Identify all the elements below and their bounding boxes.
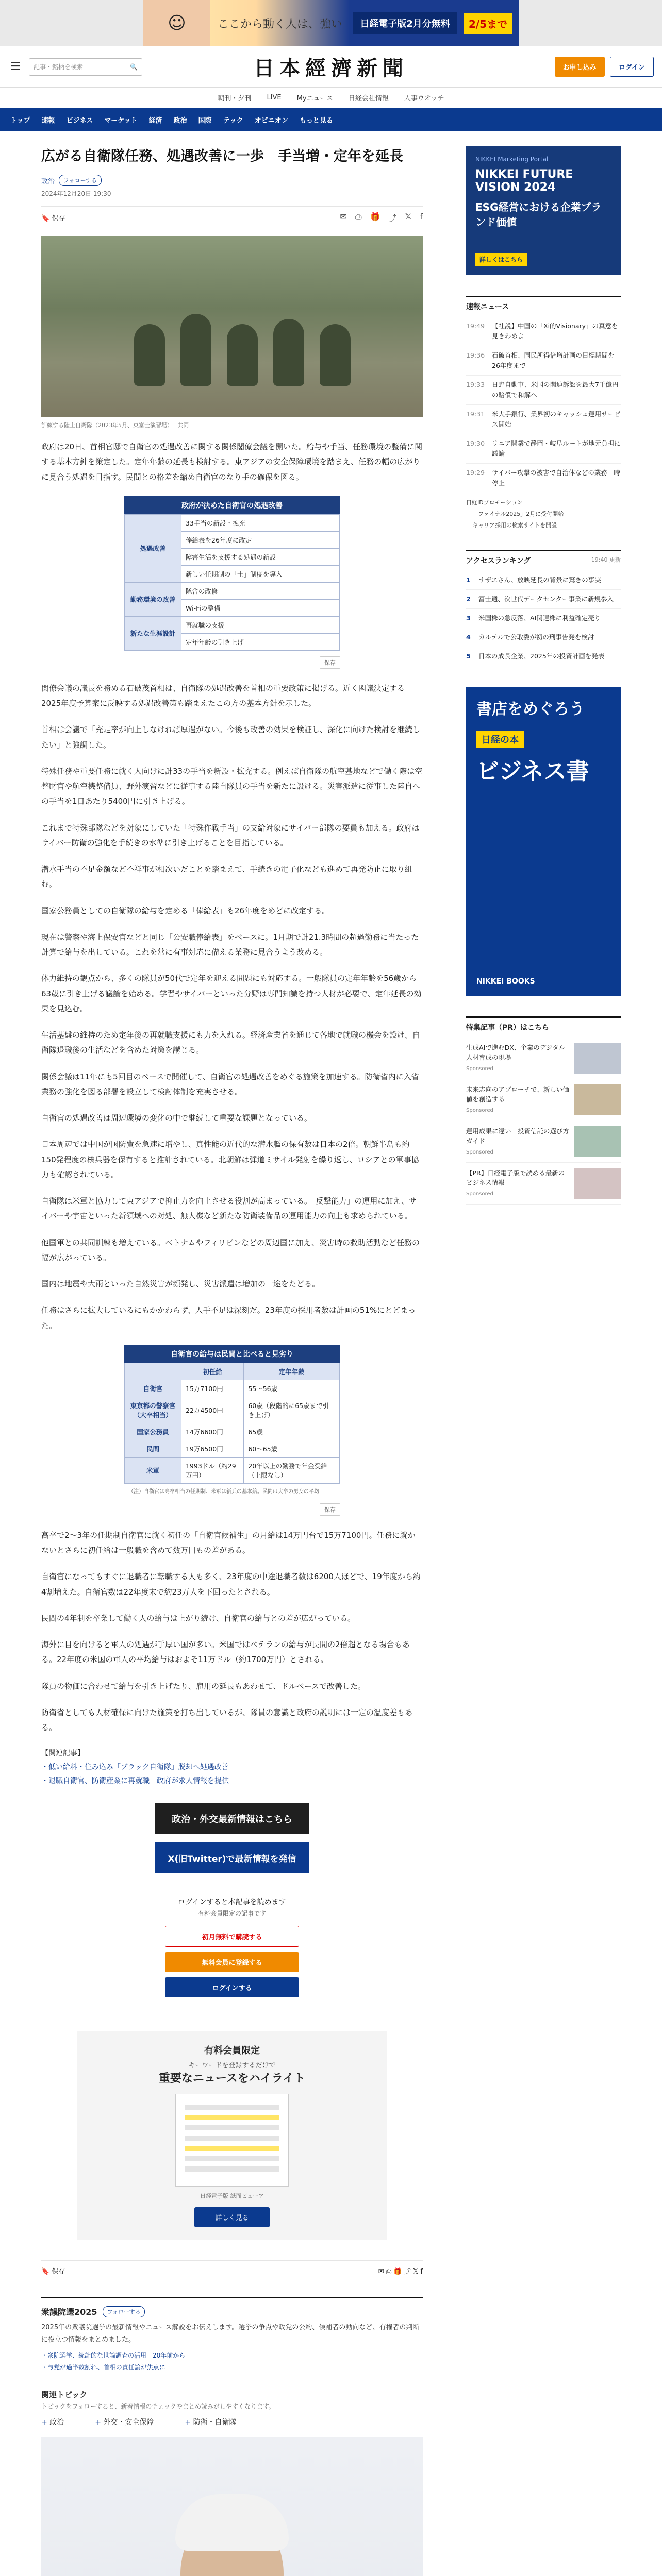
article-tools bbox=[41, 206, 423, 229]
sub-nav bbox=[0, 88, 662, 108]
ranking-list bbox=[466, 571, 621, 666]
table-row-label: 東京都の警察官（大卒相当） bbox=[125, 1397, 181, 1423]
pr-list bbox=[466, 1038, 621, 1205]
table-row-label: 民間 bbox=[125, 1440, 181, 1457]
promo-brand: 日経電子版2月分無料 bbox=[353, 12, 457, 34]
table-cell: 60〜65歳 bbox=[244, 1440, 340, 1457]
paragraph: 他国軍との共同訓練も増えている。ベトナムやフィリピンなどの周辺国に加え、災害時の救助活動など任務の幅が広がっている。 bbox=[41, 1238, 420, 1262]
table-cell: 新しい任期制の「士」制度を導入 bbox=[181, 565, 340, 582]
trial-button[interactable]: 初月無料で購読する bbox=[165, 1926, 299, 1947]
register-box bbox=[119, 1884, 345, 2015]
table-group: 勤務環境の改善 bbox=[125, 582, 181, 616]
news-item[interactable]: 19:49 【社説】中国の「Xi的Visionary」の真意を見きわめよ bbox=[466, 317, 621, 346]
pr-heading: 日経IDプロモーション bbox=[466, 499, 523, 506]
table-save-button[interactable]: 保存 bbox=[320, 1503, 340, 1516]
news-item[interactable]: 19:29 サイバー攻撃の被害で自治体などの業務一時停止 bbox=[466, 464, 621, 493]
table-title: 自衛官の給与は民間と比べると見劣り bbox=[124, 1345, 340, 1363]
pr-link[interactable]: キャリア採用の検索サイトを開設 bbox=[472, 522, 557, 529]
news-list bbox=[466, 317, 621, 493]
share-icons[interactable]: ✉ ⎙ 🎁 ⤴ 𝕏 f bbox=[378, 2268, 423, 2276]
ad-brand: NIKKEI Marketing Portal bbox=[475, 156, 549, 163]
bottom-tools bbox=[41, 2260, 423, 2281]
author-link[interactable]: 政治 bbox=[41, 177, 55, 185]
pr-link[interactable]: 「ファイナル2025」2月に受付開始 bbox=[472, 511, 564, 517]
related-link[interactable]: ・退職自衛官、防衛産業に再就職 政府が求人情報を提供 bbox=[41, 1776, 229, 1785]
subnav-item[interactable]: Myニュース bbox=[296, 95, 333, 103]
paragraph: 首相は会議で「充足率が向上しなければ厚遇がない。今後も改善の効果を検証し、深化に向けた検討を継続したい」と強調した。 bbox=[41, 725, 421, 750]
pr-thumb bbox=[574, 1084, 621, 1115]
register-lead: ログインすると本記事を読めます bbox=[178, 1898, 286, 1907]
promo-bar bbox=[0, 0, 662, 46]
sidebar bbox=[466, 146, 621, 2576]
viewer-mockup bbox=[175, 2094, 289, 2187]
facebook-icon[interactable]: f bbox=[420, 212, 423, 222]
table-cell: 定年年齢の引き上げ bbox=[181, 633, 340, 650]
follow-button[interactable]: フォローする bbox=[59, 175, 102, 186]
table-cell: 19万6500円 bbox=[181, 1440, 244, 1457]
nav-item-news[interactable]: 速報 bbox=[41, 116, 55, 125]
highlight-sub: キーワードを登録するだけで bbox=[188, 2062, 276, 2070]
login-button-2[interactable]: ログインする bbox=[165, 1977, 299, 1997]
subnav-item[interactable]: 人事ウオッチ bbox=[404, 95, 444, 103]
promo-deadline: 2/5まで bbox=[464, 13, 512, 34]
pr-section-title: 特集記事（PR）はこちら bbox=[466, 1016, 621, 1032]
news-section-title: 速報ニュース bbox=[466, 296, 621, 312]
topic-title[interactable]: 衆議院選2025 bbox=[41, 2307, 97, 2317]
pr-thumb bbox=[574, 1168, 621, 1199]
table-cell: 65歳 bbox=[244, 1423, 340, 1440]
paragraph: 民間の4年制を卒業して働く人の給与は上がり続け、自衛官の給与との差が広がっている。 bbox=[41, 1613, 355, 1623]
nav-item-business[interactable]: ビジネス bbox=[66, 116, 93, 125]
paragraph: 体力維持の観点から、多くの隊員が50代で定年を迎える問題にも対応する。一般隊員の定年年齢を56歳から63歳に引き上げる議論を始める。学習やサイバーといった分野は専門知識を持つ人材が必要で、定年延長の効果を見込む。 bbox=[41, 974, 422, 1013]
article-title: 広がる自衛隊任務、処遇改善に一歩 手当増・定年を延長 bbox=[41, 148, 403, 164]
table-cell: 14万6600円 bbox=[181, 1423, 244, 1440]
table-cell: 20年以上の勤務で年金受給（上限なし） bbox=[244, 1457, 340, 1483]
paragraph: 隊員の物価に合わせて給与を引き上げたり、雇用の延長もあわせて、ドルベースで改善した。 bbox=[41, 1681, 366, 1691]
paragraph: 関僚会議の議長を務める石破茂首相は、自衛隊の処遇改善を首相の重要政策に掲げる。近く閣議決定する2025年度予算案に反映する処遇改善策も踏まえたこの方の基本方針を示した。 bbox=[41, 683, 405, 708]
topic-link[interactable]: ・衆院選挙、統計的な世論調査の活用 20年前から bbox=[41, 2351, 186, 2359]
ad-cta: 詳しくはこちら bbox=[475, 253, 527, 266]
topic-follow-button[interactable]: フォローする bbox=[103, 2306, 145, 2317]
free-register-button[interactable]: 無料会員に登録する bbox=[165, 1952, 299, 1972]
pr-item[interactable]: 未来志向のアプローチで、新しい価値を創造する Sponsored bbox=[466, 1079, 621, 1121]
pr-thumb bbox=[574, 1126, 621, 1157]
news-item[interactable]: 19:31 米大手銀行、業界初のキャッシュ運用サービス開始 bbox=[466, 405, 621, 434]
register-sublead: 有料会員限定の記事です bbox=[197, 1910, 266, 1918]
pr-item[interactable]: 生成AIで進むDX、企業のデジタル人材育成の現場 Sponsored bbox=[466, 1038, 621, 1079]
table-header: 定年年齢 bbox=[244, 1363, 340, 1380]
learn-more-button[interactable]: 詳しく見る bbox=[194, 2207, 269, 2227]
salary-table bbox=[124, 1345, 340, 1498]
save-button[interactable]: 🔖 保存 bbox=[41, 215, 65, 223]
policy-table bbox=[124, 496, 340, 651]
related-link[interactable]: ・低い給料・住み込み「ブラック自衛隊」脱却へ処遇改善 bbox=[41, 1762, 229, 1771]
related-articles bbox=[41, 1747, 423, 1788]
politics-banner[interactable]: 政治・外交最新情報はこちら bbox=[155, 1803, 309, 1834]
topic-chip[interactable]: + 防衛・自衛隊 bbox=[185, 2417, 236, 2427]
paragraph: 自衛官の処遇改善は周辺環境の変化の中で継続して重要な課題となっている。 bbox=[41, 1113, 312, 1123]
main-nav bbox=[0, 108, 662, 131]
paragraph: 特殊任務や重要任務に就く人向けに計33の手当を新設・拡充する。例えば自衛隊の航空基地などで働く際は空整財官や航空機整備員、野外演習などに従事する陸自隊員の手当を新たに設ける。災害派遣に従事した陸自への手当を1日あたり5400円に引き上げる。 bbox=[41, 766, 423, 806]
article-main bbox=[41, 146, 423, 2576]
topic-chip[interactable]: + 外交・安全保障 bbox=[95, 2417, 154, 2427]
x-icon[interactable]: 𝕏 bbox=[405, 212, 412, 222]
share-icon[interactable]: ⤴ bbox=[388, 213, 397, 224]
paragraph: 国内は地震や大雨といった自然災害が頻発し、災害派遣は増加の一途をたどる。 bbox=[41, 1279, 320, 1289]
topic-box bbox=[41, 2297, 423, 2373]
paragraph: これまで特殊部隊などを対象にしていた「特殊作戦手当」の支給対象にサイバー部隊の要員も加える。政府はサイバー防衛の強化を手続きの水準に引き上げることを目指している。 bbox=[41, 823, 420, 848]
nav-item-market[interactable]: マーケット bbox=[104, 116, 138, 125]
paragraph: 自衛官になってもすぐに退職者に転職する人も多く、23年度の中途退職者数は6200人ほどで、19年度から約4割増えた。自衛官数は22年度末で約23万人を下回ったとされる。 bbox=[41, 1572, 421, 1597]
table-cell: 60歳（段階的に65歳まで引き上げ） bbox=[244, 1397, 340, 1423]
table-cell: 55〜56歳 bbox=[244, 1380, 340, 1397]
paragraph: 自衛隊は米軍と協力して東アジアで抑止力を向上させる役割が高まっている。「反撃能力」の運用に加え、サイバーや宇宙といった新領域への対処、無人機など新たな防衛装備品の運用能力の向上も求められている。 bbox=[41, 1196, 417, 1221]
menu-icon[interactable]: ☰ bbox=[10, 60, 21, 73]
table-cell: 1993ドル（約29万円） bbox=[181, 1457, 244, 1483]
sidebar-ad-1[interactable] bbox=[466, 146, 621, 275]
ranking-title: アクセスランキング 19:40 更新 bbox=[466, 550, 621, 566]
pr-thumb bbox=[574, 1043, 621, 1074]
related-heading: 【関連記事】 bbox=[41, 1749, 85, 1758]
viewer-caption: 日経電子版 紙面ビューア bbox=[200, 2193, 264, 2200]
table-cell: 15万7100円 bbox=[181, 1380, 244, 1397]
topic-chip[interactable]: + 政治 bbox=[41, 2417, 64, 2427]
table-header bbox=[125, 1363, 181, 1380]
ad-headline: NIKKEI FUTURE VISION 2024 bbox=[475, 168, 573, 194]
news-item[interactable]: 19:30 リニア開業で静岡・岐阜ルートが地元負担に議論 bbox=[466, 434, 621, 464]
publish-date: 2024年12月20日 19:30 bbox=[41, 190, 111, 198]
topic-desc: 2025年の衆議院選挙の最新情報やニュース解説をお伝えします。選挙の争点や政党の公約、候補者の動向など、有権者の判断に役立つ情報をまとめました。 bbox=[41, 2324, 420, 2344]
related-topics-desc: トピックをフォローすると、新着情報のチェックやまとめ読みがしやすくなります。 bbox=[41, 2402, 275, 2410]
site-logo[interactable]: 日本經濟新聞 bbox=[254, 56, 408, 80]
table-cell: 22万4500円 bbox=[181, 1397, 244, 1423]
nav-item-more[interactable]: もっと見る bbox=[299, 116, 333, 125]
ranking-item[interactable]: 3 米国株の急反落、AI関連株に利益確定売り bbox=[466, 609, 621, 628]
gift-icon[interactable]: 🎁 bbox=[370, 212, 380, 222]
subscribe-button[interactable]: お申し込み bbox=[555, 57, 605, 77]
table-cell: 隊舎の改修 bbox=[181, 582, 340, 599]
table-header: 初任給 bbox=[181, 1363, 244, 1380]
subnav-item[interactable]: 朝刊・夕刊 bbox=[218, 95, 252, 103]
table-cell: 33手当の新設・拡充 bbox=[181, 514, 340, 531]
ranking-item[interactable]: 1 サザエさん、放映延長の背景に驚きの事実 bbox=[466, 571, 621, 590]
portrait-photo bbox=[41, 2437, 423, 2576]
paragraph: 潜水手当の不足金額など不祥事が相次いだことを踏まえて、手続きの電子化なども進めて再発防止に取り組む。 bbox=[41, 865, 412, 889]
nav-item-economy[interactable]: 経済 bbox=[148, 116, 162, 125]
news-item[interactable]: 19:36 石破首相、国民所得倍増計画の目標期間を26年度まで bbox=[466, 346, 621, 376]
paragraph: 生活基盤の維持のため定年後の再就職支援にも力を入れる。経済産業省を通じて各地で就職の機会を設け、自衛隊退職後の生活などを含めた対策を講じる。 bbox=[41, 1030, 420, 1055]
pr-item[interactable]: 運用成果に違い 投資信託の選び方ガイド Sponsored bbox=[466, 1121, 621, 1163]
subnav-item[interactable]: LIVE bbox=[267, 94, 282, 101]
mail-icon[interactable]: ✉ bbox=[340, 212, 347, 222]
print-icon[interactable]: ⎙ bbox=[355, 212, 362, 222]
highlight-promo bbox=[77, 2031, 387, 2240]
ad2-headline: 書店をめぐろう bbox=[476, 700, 585, 718]
subnav-item[interactable]: 日経会社情報 bbox=[348, 95, 389, 103]
search-icon[interactable]: 🔍 bbox=[130, 63, 138, 71]
nav-item-top[interactable]: トップ bbox=[10, 116, 30, 125]
nav-item-tech[interactable]: テック bbox=[223, 116, 243, 125]
article-photo bbox=[41, 236, 423, 417]
table-save-button[interactable]: 保存 bbox=[320, 656, 340, 669]
save-button-bottom[interactable]: 🔖 保存 bbox=[41, 2268, 65, 2276]
paragraph: 国家公務員としての自衛隊の給与を定める「俸給表」も26年度をめどに改定する。 bbox=[41, 906, 330, 916]
ranking-item[interactable]: 2 富士通、次世代データセンター事業に新規参入 bbox=[466, 590, 621, 609]
table-group: 処遇改善 bbox=[125, 514, 181, 582]
paragraph: 海外に目を向けると軍人の処遇が手厚い国が多い。米国ではベテランの給与が民間の2倍超となる場合もある。22年度の米国の軍人の平均給与はおよそ11万ドル（約1700万円）とされる。 bbox=[41, 1640, 410, 1665]
ad2-brand: NIKKEI BOOKS bbox=[476, 977, 535, 986]
promo-copy: ここから動く人は、強い bbox=[218, 18, 343, 31]
nav-item-politics[interactable]: 政治 bbox=[173, 116, 187, 125]
table-cell: Wi-Fiの整備 bbox=[181, 599, 340, 616]
login-button[interactable]: ログイン bbox=[610, 57, 654, 77]
table-cell: 再就職の支援 bbox=[181, 616, 340, 633]
x-follow-banner[interactable]: X(旧Twitter)で最新情報を発信 bbox=[155, 1842, 309, 1873]
topic-link[interactable]: ・与党が過半数割れ、首相の責任論が焦点に bbox=[41, 2363, 166, 2371]
news-item[interactable]: 19:33 日野自動車、米国の関連訴訟を最大7千億円の賠償で和解へ bbox=[466, 376, 621, 405]
ad-copy: ESG経営における企業ブランド価値 bbox=[475, 201, 602, 228]
paragraph: 高卒で2〜3年の任期制自衛官に就く初任の「自衛官候補生」の月給は14万円台で15万7100円。任務に就かないとさらに初任給は一般職を含めて数万円もの差がある。 bbox=[41, 1530, 416, 1555]
promo-banner[interactable] bbox=[143, 0, 519, 46]
promo-image: ☺ bbox=[143, 0, 210, 46]
table-group: 新たな生涯設計 bbox=[125, 616, 181, 650]
paragraph: 関係会議は11年にも5回目のペースで開催して、自衛官の処遇改善をめぐる施策を加速する。防衛省内に入省業務の強化を図る部署を設立して検討体制を充実させる。 bbox=[41, 1072, 419, 1096]
search-placeholder: 記事・銘柄を検索 bbox=[34, 63, 84, 71]
sidebar-ad-2[interactable] bbox=[466, 687, 621, 996]
table-row-label: 国家公務員 bbox=[125, 1423, 181, 1440]
ad2-title: ビジネス書 bbox=[476, 758, 589, 785]
paragraph: 防衛省としても人材確保に向けた施策を打ち出しているが、隊員の意識と政府の説明には一定の温度差もある。 bbox=[41, 1707, 413, 1733]
ranking-item[interactable]: 4 カルテルで公取委が初の刑事告発を検討 bbox=[466, 628, 621, 647]
table-note: （注）自衛官は高卒相当の任期制、米軍は新兵の基本給。民間は大卒の男女の平均 bbox=[128, 1488, 319, 1495]
ad2-tag: 日経の本 bbox=[476, 731, 524, 748]
table-cell: 障害生活を支援する処遇の新設 bbox=[181, 548, 340, 565]
table-row-label: 自衛官 bbox=[125, 1380, 181, 1397]
related-topics-title: 関連トピック bbox=[41, 2389, 88, 2399]
ranking-item[interactable]: 5 日本の成長企業、2025年の投資計画を発表 bbox=[466, 647, 621, 666]
paragraph: 政府は20日、首相官邸で自衛官の処遇改善に関する関係閣僚会議を開いた。給与や手当、任務環境の整備に関する基本方針を策定した。定年年齢の延長も検討する。東アジアの安全保障環境を踏まえ、任務の幅の広がりに見合う処遇を目指す。民間との格差を縮め自衛官のなり手の確保を図る。 bbox=[41, 442, 423, 482]
table-row-label: 米軍 bbox=[125, 1457, 181, 1483]
highlight-title: 重要なニュースをハイライト bbox=[158, 2072, 306, 2086]
search-input[interactable] bbox=[29, 58, 142, 76]
table-cell: 俸給表を26年度に改定 bbox=[181, 531, 340, 548]
site-header bbox=[0, 46, 662, 88]
photo-caption: 訓練する陸上自衛隊（2023年5月、東富士演習場）=共同 bbox=[41, 422, 189, 429]
pr-item[interactable]: 【PR】日経電子版で読める最新のビジネス情報 Sponsored bbox=[466, 1163, 621, 1205]
nav-item-opinion[interactable]: オピニオン bbox=[254, 116, 288, 125]
related-topics bbox=[41, 2389, 423, 2427]
highlight-heading: 有料会員限定 bbox=[204, 2045, 260, 2057]
table-title: 政府が決めた自衛官の処遇改善 bbox=[124, 497, 340, 514]
paragraph: 現在は警察や海上保安官などと同じ「公安職俸給表」をベースに。1月期で計21.3時間の超過勤務に当たった計算で給与を出している。これを常に有事対応に備える業務に見合うよう改める。 bbox=[41, 932, 419, 957]
nav-item-intl[interactable]: 国際 bbox=[198, 116, 212, 125]
pr-links bbox=[466, 498, 621, 529]
paragraph: 日本周辺では中国が国防費を急速に増やし、真性能の近代的な潜水艦の保有数は日本の2倍。朝鮮半島も約150発程度の核兵器を保有すると推計されている。北朝鮮は弾道ミサイル発射を繰り返し、ロシアとの軍事協力も確認されている。 bbox=[41, 1140, 419, 1179]
paragraph: 任務はさらに拡大しているにもかかわらず、人手不足は深刻だ。23年度の採用者数は計画の51%にとどまった。 bbox=[41, 1306, 416, 1330]
